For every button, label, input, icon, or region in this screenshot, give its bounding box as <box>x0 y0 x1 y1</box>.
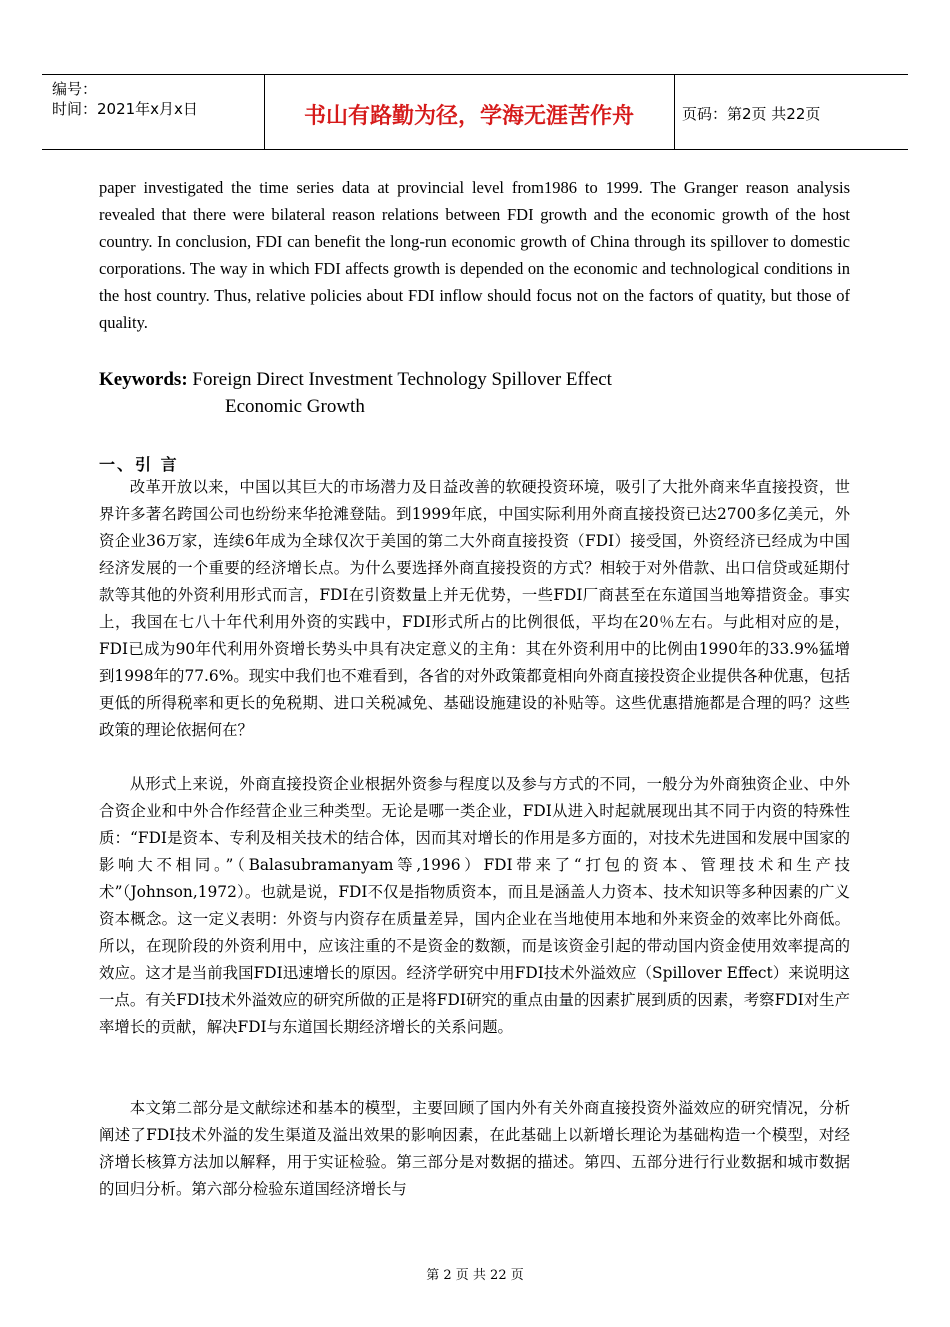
keywords-values-1: Foreign Direct Investment Technology Spillover Effect <box>192 369 612 390</box>
header-number-label: 编号： <box>52 80 98 98</box>
header-meta <box>52 79 267 119</box>
abstract-text: paper investigated the time series data at provincial level from1986 to 1999. The Granger reason analysis revealed that there were bilateral reason relations between FDI growth and the economic growth of the host country. In conclusion, FDI can benefit the long-run economic growth of China through its spillover to domestic corporations. The way in which FDI affects growth is depended on the economic and technological conditions in the host country. Thus, relative policies about FDI inflow should focus not on the factors of quatity, but those of quality. <box>99 178 850 332</box>
header-motto: 书山有路勤为径，学海无涯苦作舟 <box>303 104 634 129</box>
body-paragraph-3: 本文第二部分是文献综述和基本的模型，主要回顾了国内外有关外商直接投资外溢效应的研究情况，分析阐述了FDI技术外溢的发生渠道及溢出效果的影响因素，在此基础上以新增长理论为基础构造一个模型，对经济增长核算方法加以解释，用于实证检验。第三部分是对数据的描述。第四、五部分进行行业数据和城市数据的回归分析。第六部分检验东道国经济增长与 <box>99 1099 850 1198</box>
page-footer: 第 2 页 共 22 页 <box>426 1268 524 1283</box>
document-header <box>42 74 908 150</box>
keywords-line-1 <box>99 366 612 393</box>
body-paragraph-1: 改革开放以来，中国以其巨大的市场潜力及日益改善的软硬投资环境，吸引了大批外商来华直接投资，世界许多著名跨国公司也纷纷来华抢滩登陆。到1999年底，中国实际利用外商直接投资已达2700多亿美元，外资企业36万家，连续6年成为全球仅次于美国的第二大外商直接投资（FDI）接受国，外资经济已经成为中国经济发展的一个重要的经济增长点。为什么要选择外商直接投资的方式？相较于对外借款、出口信贷或延期付款等其他的外资利用形式而言，FDI在引资数量上并无优势，一些FDI厂商甚至在东道国当地筹措资金。事实上，我国在七八十年代利用外资的实践中，FDI形式所占的比例很低，平均在20％左右。与此相对应的是，FDI已成为90年代利用外资增长势头中具有决定意义的主角：其在外资利用中的比例由1990年的33.9%猛增到1998年的77.6%。现实中我们也不难看到，各省的对外政策都竟相向外商直接投资企业提供各种优惠，包括更低的所得税率和更长的免税期、进口关税减免、基础设施建设的补贴等。这些优惠措施都是合理的吗？这些政策的理论依据何在？ <box>99 478 850 739</box>
keywords-label: Keywords: <box>99 369 188 390</box>
section-title: 一、引 言 <box>99 455 179 474</box>
header-divider-right <box>674 75 675 149</box>
body-paragraph-2: 从形式上来说，外商直接投资企业根据外资参与程度以及参与方式的不同，一般分为外商独资企业、中外合资企业和中外合作经营企业三种类型。无论是哪一类企业，FDI从进入时起就展现出其不同于内资的特殊性质：“FDI是资本、专利及相关技术的结合体，因而其对增长的作用是多方面的，对技术先进国和发展中国家的影响大不相同。”（Balasubramanyam等,1996）FDI带来了“打包的资本、管理技术和生产技术”（Johnson,1972）。也就是说，FDI不仅是指物质资本，而且是涵盖人力资本、技术知识等多种因素的广义资本概念。这一定义表明：外资与内资存在质量差异，国内企业在当地使用本地和外来资金的效率比外商低。所以，在现阶段的外资利用中，应该注重的不是资金的数额，而是该资金引起的带动国内资金使用效率提高的效应。这才是当前我国FDI迅速增长的原因。经济学研究中用FDI技术外溢效应（Spillover Effect）来说明这一点。有关FDI技术外溢效应的研究所做的正是将FDI研究的重点由量的因素扩展到质的因素，考察FDI对生产率增长的贡献，解决FDI与东道国长期经济增长的关系问题。 <box>99 775 850 1036</box>
keywords-values-2: Economic Growth <box>225 396 365 417</box>
header-time-label: 时间：2021年x月x日 <box>52 100 198 118</box>
header-page-info: 页码：第2页 共22页 <box>682 105 821 123</box>
